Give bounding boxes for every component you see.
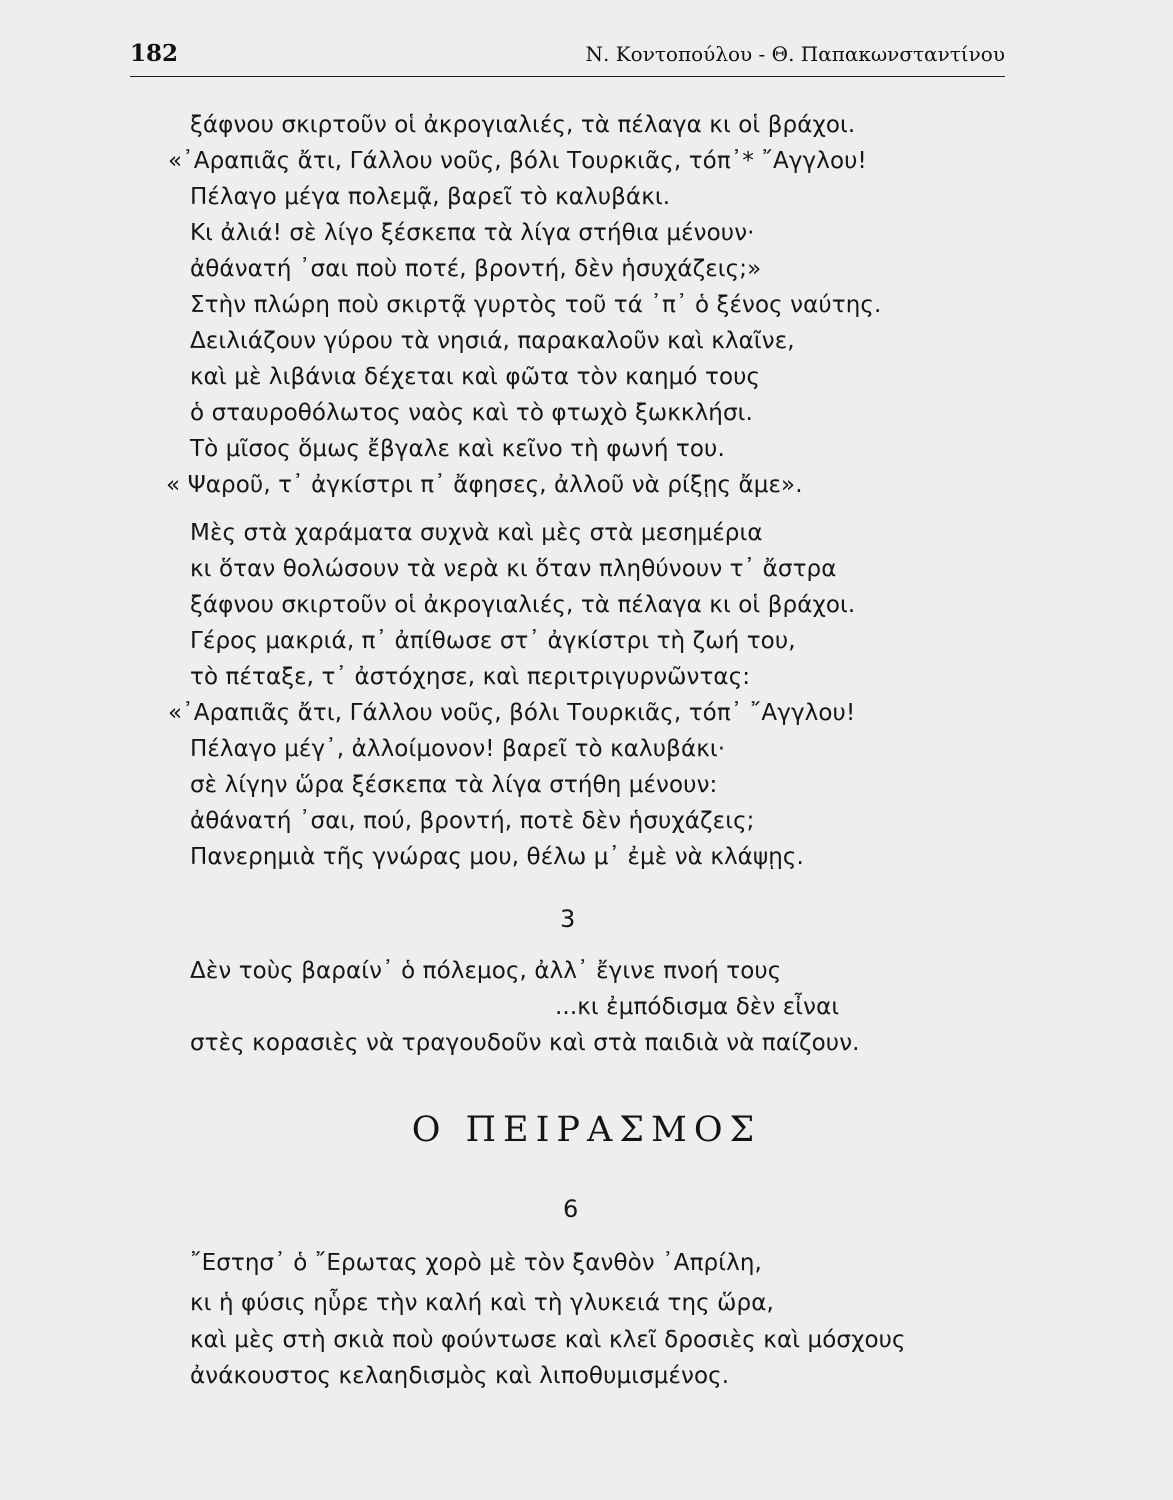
verse-line: Δὲν τοὺς βαραίν᾿ ὁ πόλεμος, ἀλλ᾿ ἔγινε πνοή τους bbox=[190, 958, 782, 984]
running-head: Ν. Κοντοπούλου - Θ. Παπακωνσταντίνου bbox=[585, 42, 1005, 66]
verse-line: ξάφνου σκιρτοῦν οἱ ἀκρογιαλιές, τὰ πέλαγα κι οἱ βράχοι. bbox=[190, 112, 856, 138]
verse-line: Δειλιάζουν γύρου τὰ νησιά, παρακαλοῦν καὶ κλαῖνε, bbox=[190, 328, 795, 354]
verse-line: «᾿Αραπιᾶς ἄτι, Γάλλου νοῦς, βόλι Τουρκιᾶς, τόπ᾿ ῎Αγγλου! bbox=[168, 700, 856, 726]
verse-line: « Ψαροῦ, τ᾿ ἀγκίστρι π᾿ ἄφησες, ἀλλοῦ νὰ ρίξῃς ἄμε». bbox=[166, 472, 803, 498]
verse-line: στὲς κορασιὲς νὰ τραγουδοῦν καὶ στὰ παιδιὰ νὰ παίζουν. bbox=[190, 1030, 860, 1056]
page-header bbox=[130, 40, 1005, 77]
verse-line: ξάφνου σκιρτοῦν οἱ ἀκρογιαλιές, τὰ πέλαγα κι οἱ βράχοι. bbox=[190, 592, 856, 618]
section-number: 6 bbox=[563, 1195, 579, 1223]
verse-line: Πανερημιὰ τῆς γνώρας μου, θέλω μ᾿ ἐμὲ νὰ κλάψῃς. bbox=[190, 844, 804, 870]
verse-line: Μὲς στὰ χαράματα συχνὰ καὶ μὲς στὰ μεσημέρια bbox=[190, 520, 763, 546]
verse-line: «᾿Αραπιᾶς ἄτι, Γάλλου νοῦς, βόλι Τουρκιᾶς, τόπ᾿* ῎Αγγλου! bbox=[168, 148, 867, 174]
section-title: Ο ΠΕΙΡΑΣΜΟΣ bbox=[411, 1110, 762, 1150]
verse-line: σὲ λίγην ὥρα ξέσκεπα τὰ λίγα στήθη μένουν: bbox=[190, 772, 718, 798]
verse-line: Τὸ μῖσος ὅμως ἔβγαλε καὶ κεῖνο τὴ φωνή του. bbox=[190, 436, 725, 462]
verse-line: Στὴν πλώρη ποὺ σκιρτᾷ γυρτὸς τοῦ τά ᾿π᾿ ὁ ξένος ναύτης. bbox=[190, 292, 882, 318]
verse-line: Γέρος μακριά, π᾿ ἀπίθωσε στ᾿ ἀγκίστρι τὴ ζωή του, bbox=[190, 628, 796, 654]
verse-line: ἀθάνατή ᾿σαι, πού, βροντή, ποτὲ δὲν ἡσυχάζεις; bbox=[190, 808, 755, 834]
verse-line: ῎Εστησ᾿ ὁ ῎Ερωτας χορὸ μὲ τὸν ξανθὸν ᾿Απρίλη, bbox=[190, 1250, 762, 1276]
verse-line: Πέλαγο μέγα πολεμᾷ, βαρεῖ τὸ καλυβάκι. bbox=[190, 184, 671, 210]
verse-line: Πέλαγο μέγ᾿, ἀλλοίμονον! βαρεῖ τὸ καλυβάκι· bbox=[190, 736, 726, 762]
verse-line: τὸ πέταξε, τ᾿ ἀστόχησε, καὶ περιτριγυρνῶντας: bbox=[190, 664, 751, 690]
verse-line: ἀνάκουστος κελαηδισμὸς καὶ λιποθυμισμένος. bbox=[190, 1363, 730, 1389]
verse-line: ὁ σταυροθόλωτος ναὸς καὶ τὸ φτωχὸ ξωκκλήσι. bbox=[190, 400, 753, 426]
verse-line: κι ἡ φύσις ηὗρε τὴν καλή καὶ τὴ γλυκειά της ὥρα, bbox=[190, 1290, 774, 1316]
verse-line: καὶ μὲς στὴ σκιὰ ποὺ φούντωσε καὶ κλεῖ δροσιὲς καὶ μόσχους bbox=[190, 1327, 906, 1353]
verse-line: Κι ἀλιά! σὲ λίγο ξέσκεπα τὰ λίγα στήθια μένουν· bbox=[190, 220, 755, 246]
verse-line: καὶ μὲ λιβάνια δέχεται καὶ φῶτα τὸν καημό τους bbox=[190, 364, 761, 390]
section-number: 3 bbox=[560, 905, 576, 933]
verse-line: ἀθάνατή ᾿σαι ποὺ ποτέ, βροντή, δὲν ἡσυχάζεις;» bbox=[190, 256, 762, 282]
verse-line: ...κι ἐμπόδισμα δὲν εἶναι bbox=[555, 994, 840, 1020]
page-number: 182 bbox=[130, 40, 179, 67]
verse-line: κι ὅταν θολώσουν τὰ νερὰ κι ὅταν πληθύνουν τ᾿ ἄστρα bbox=[190, 556, 837, 582]
